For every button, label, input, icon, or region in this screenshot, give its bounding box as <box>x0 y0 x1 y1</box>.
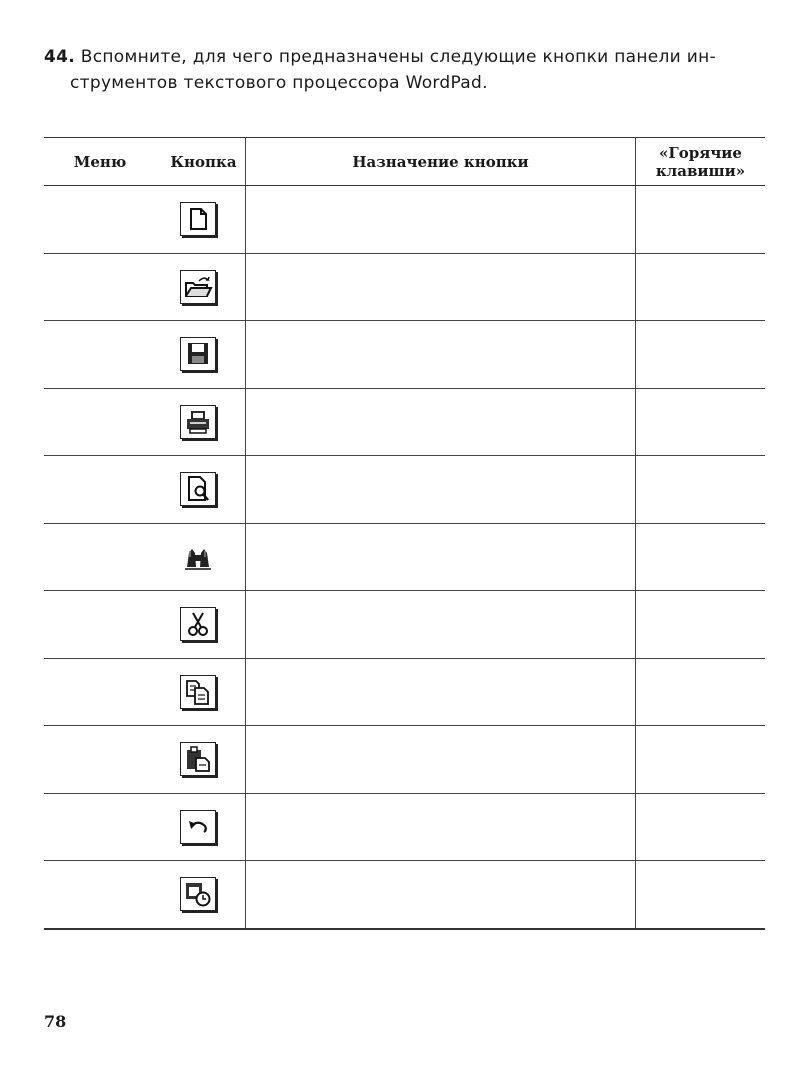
open-folder-icon <box>180 270 216 304</box>
exercise-text <box>44 44 764 96</box>
hotkeys-cell[interactable] <box>636 591 766 659</box>
hotkeys-cell[interactable] <box>636 388 766 456</box>
page-number: 78 <box>44 1012 67 1031</box>
header-button: Кнопка <box>156 138 246 186</box>
menu-cell[interactable] <box>44 253 156 321</box>
table-row <box>44 861 765 929</box>
hotkeys-cell[interactable] <box>636 861 766 929</box>
hotkeys-cell[interactable] <box>636 253 766 321</box>
menu-cell[interactable] <box>44 321 156 389</box>
menu-cell[interactable] <box>44 793 156 861</box>
purpose-cell[interactable] <box>246 186 636 254</box>
worksheet-table <box>44 137 765 930</box>
hotkeys-cell[interactable] <box>636 456 766 524</box>
button-cell <box>156 523 246 591</box>
purpose-cell[interactable] <box>246 591 636 659</box>
save-disk-icon <box>180 337 216 371</box>
header-hotkeys-line1: «Горячие <box>659 143 742 162</box>
button-cell <box>156 793 246 861</box>
hotkeys-cell[interactable] <box>636 793 766 861</box>
header-menu: Меню <box>44 138 156 186</box>
purpose-cell[interactable] <box>246 726 636 794</box>
button-cell <box>156 861 246 929</box>
button-cell <box>156 388 246 456</box>
paste-icon <box>180 742 216 776</box>
purpose-cell[interactable] <box>246 658 636 726</box>
hotkeys-cell[interactable] <box>636 658 766 726</box>
purpose-cell[interactable] <box>246 388 636 456</box>
table-row <box>44 523 765 591</box>
button-cell <box>156 321 246 389</box>
find-binoculars-icon <box>180 540 216 574</box>
hotkeys-cell[interactable] <box>636 523 766 591</box>
purpose-cell[interactable] <box>246 523 636 591</box>
print-icon <box>180 405 216 439</box>
header-hotkeys <box>636 138 766 186</box>
table-row <box>44 793 765 861</box>
menu-cell[interactable] <box>44 456 156 524</box>
button-cell <box>156 456 246 524</box>
cut-scissors-icon <box>180 607 216 641</box>
exercise-text-line1: Вспомните, для чего предназначены следующие кнопки панели ин- <box>80 47 716 67</box>
table-row <box>44 253 765 321</box>
purpose-cell[interactable] <box>246 456 636 524</box>
menu-cell[interactable] <box>44 591 156 659</box>
copy-icon <box>180 675 216 709</box>
table-row <box>44 186 765 254</box>
new-document-icon <box>180 202 216 236</box>
menu-cell[interactable] <box>44 726 156 794</box>
table-row <box>44 456 765 524</box>
purpose-cell[interactable] <box>246 861 636 929</box>
hotkeys-cell[interactable] <box>636 321 766 389</box>
hotkeys-cell[interactable] <box>636 726 766 794</box>
menu-cell[interactable] <box>44 861 156 929</box>
exercise-number: 44. <box>44 47 76 67</box>
button-cell <box>156 726 246 794</box>
table-row <box>44 726 765 794</box>
button-cell <box>156 253 246 321</box>
purpose-cell[interactable] <box>246 793 636 861</box>
exercise-text-line2: струментов текстового процессора WordPad. <box>70 73 488 93</box>
table-row <box>44 321 765 389</box>
hotkeys-cell[interactable] <box>636 186 766 254</box>
table-row <box>44 658 765 726</box>
date-time-icon <box>180 877 216 911</box>
table-header-row <box>44 138 765 186</box>
menu-cell[interactable] <box>44 186 156 254</box>
button-cell <box>156 658 246 726</box>
print-preview-icon <box>180 472 216 506</box>
table-row <box>44 388 765 456</box>
header-purpose: Назначение кнопки <box>246 138 636 186</box>
menu-cell[interactable] <box>44 523 156 591</box>
menu-cell[interactable] <box>44 658 156 726</box>
header-hotkeys-line2: клавиши» <box>655 161 746 180</box>
menu-cell[interactable] <box>44 388 156 456</box>
button-cell <box>156 186 246 254</box>
purpose-cell[interactable] <box>246 321 636 389</box>
undo-icon <box>180 810 216 844</box>
purpose-cell[interactable] <box>246 253 636 321</box>
table-row <box>44 591 765 659</box>
button-cell <box>156 591 246 659</box>
